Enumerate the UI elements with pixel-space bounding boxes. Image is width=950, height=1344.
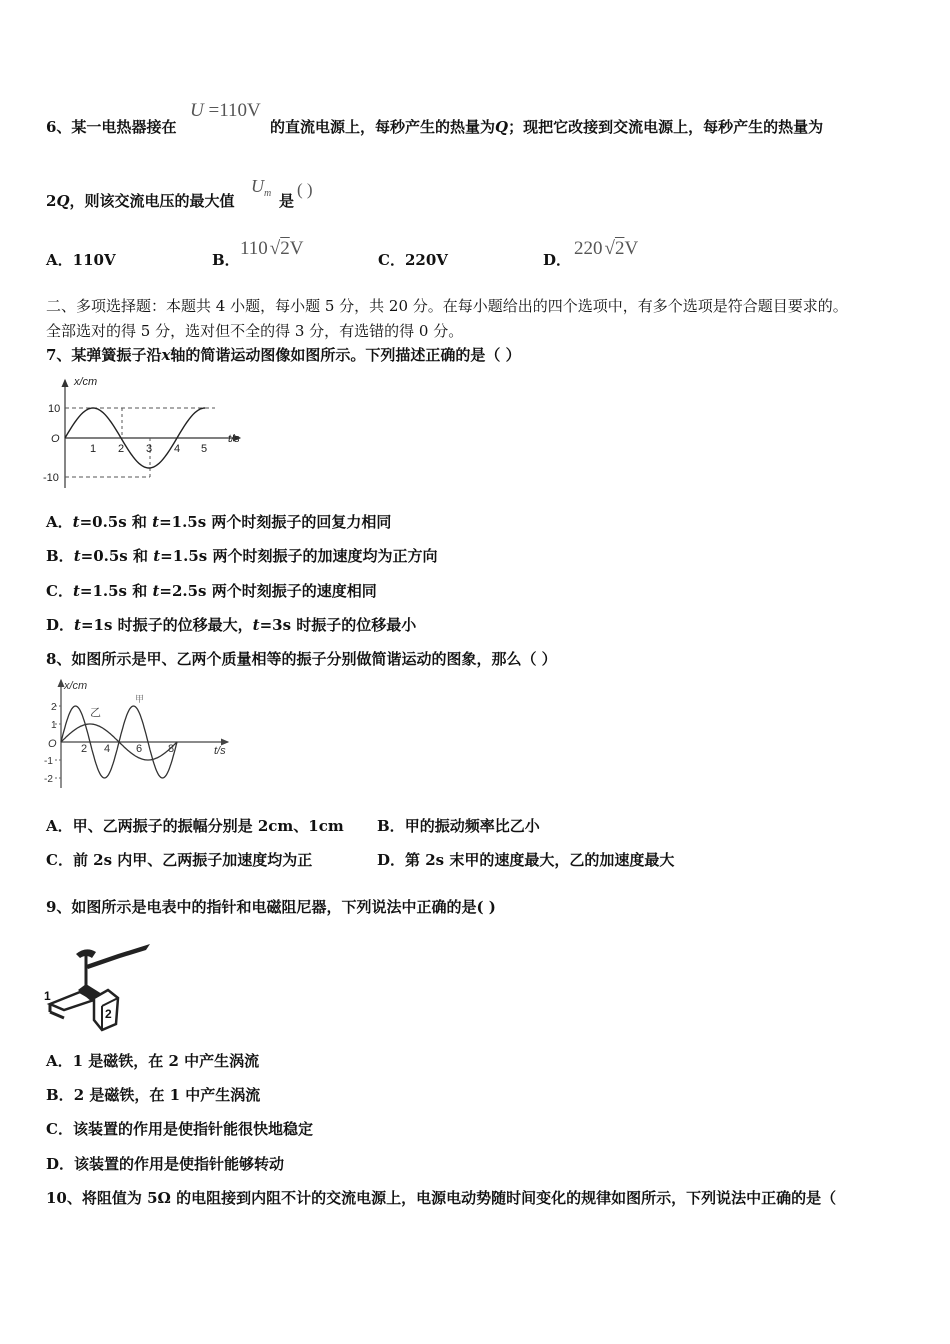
q8-option-b[interactable]: B．甲的振动频率比乙小 [377, 817, 540, 835]
q9-option-b[interactable]: B．2 是磁铁，在 1 中产生涡流 [46, 1086, 261, 1104]
q8-xtick-8: 8 [168, 743, 175, 755]
q8-ylabel: x/cm [64, 680, 88, 692]
q7-option-c[interactable]: C．t=1.5s 和 t=2.5s 两个时刻振子的速度相同 [46, 582, 377, 600]
q8-stem: 8、如图所示是甲、乙两个质量相等的振子分别做简谐运动的图象，那么（ ） [46, 650, 557, 668]
q8-xlabel: t/s [214, 745, 226, 757]
q8-option-c[interactable]: C．前 2s 内甲、乙两振子加速度均为正 [46, 851, 313, 869]
q7-ylabel: x/cm [74, 376, 98, 388]
q8-ytick-neg1: -1 [44, 756, 53, 767]
q6-option-b-value: 110 √2V [240, 238, 304, 259]
q6-um-symbol: $U_m$ [251, 176, 272, 199]
q7-option-b[interactable]: B．t=0.5s 和 t=1.5s 两个时刻振子的加速度均为正方向 [46, 547, 438, 565]
section2-line1: 二、多项选择题：本题共 4 小题，每小题 5 分，共 20 分。在每小题给出的四个选项中，有多个选项是符合题目要求的。 [46, 297, 848, 315]
q9-label-1: 1 [44, 989, 51, 1003]
q8-label-yi: 乙 [90, 707, 101, 719]
q8-xtick-2: 2 [81, 743, 88, 755]
q6-option-d-letter[interactable]: D． [543, 251, 572, 269]
q6-formula: U =110V [190, 100, 261, 121]
q7-graph [40, 372, 255, 492]
q7-option-a[interactable]: A．t=0.5s 和 t=1.5s 两个时刻振子的回复力相同 [46, 513, 392, 531]
q6-option-b-letter[interactable]: B． [212, 251, 240, 269]
q8-origin: O [48, 738, 57, 750]
q6-line2: 2Q，则该交流电压的最大值 [46, 192, 235, 210]
q7-xtick-4: 4 [174, 443, 181, 455]
q8-ytick-2: 2 [51, 702, 57, 713]
q7-stem: 7、某弹簧振子沿x轴的简谐运动图像如图所示。下列描述正确的是（ ） [46, 346, 521, 364]
q6-option-d-value: 220 √2V [574, 238, 639, 259]
q8-graph [42, 676, 232, 794]
q9-option-a[interactable]: A．1 是磁铁，在 2 中产生涡流 [46, 1052, 260, 1070]
q9-pointer [86, 944, 150, 969]
q7-xtick-2: 2 [118, 443, 125, 455]
q8-option-a[interactable]: A．甲、乙两振子的振幅分别是 2cm、1cm [46, 817, 344, 835]
q8-ytick-neg2: -2 [44, 774, 53, 785]
q8-xtick-4: 4 [104, 743, 111, 755]
q7-xtick-1: 1 [90, 443, 97, 455]
q6-text1: 的直流电源上，每秒产生的热量为Q；现把它改接到交流电源上，每秒产生的热量为 [270, 118, 824, 136]
q9-label-2: 2 [105, 1007, 112, 1021]
q9-figure-damper [42, 940, 157, 1035]
q8-xtick-6: 6 [136, 743, 143, 755]
section2-line2: 全部选对的得 5 分，选对但不全的得 3 分，有选错的得 0 分。 [46, 322, 464, 340]
q7-option-d[interactable]: D．t=1s 时振子的位移最大，t=3s 时振子的位移最小 [46, 616, 417, 634]
q7-xtick-3: 3 [146, 443, 153, 455]
q6-prefix: 6、某一电热器接在 [46, 118, 177, 136]
q6-paren: ( ) [297, 180, 313, 199]
q6-line2-shi: 是 [279, 192, 295, 210]
q9-option-d[interactable]: D．该装置的作用是使指针能够转动 [46, 1155, 285, 1173]
q6-option-c[interactable]: C．220V [378, 251, 448, 269]
q8-label-jia: 甲 [135, 694, 145, 704]
q7-ytick-neg10: -10 [43, 472, 59, 484]
q8-ytick-1: 1 [51, 720, 57, 731]
q7-xtick-5: 5 [201, 443, 208, 455]
q9-option-c[interactable]: C．该装置的作用是使指针能很快地稳定 [46, 1120, 313, 1138]
q6-option-a[interactable]: A．110V [46, 251, 116, 269]
q7-origin: O [51, 433, 60, 445]
q7-xlabel: t/s [228, 433, 240, 445]
q9-stem: 9、如图所示是电表中的指针和电磁阻尼器，下列说法中正确的是( ) [46, 898, 496, 916]
q8-option-d[interactable]: D．第 2s 末甲的速度最大，乙的加速度最大 [377, 851, 675, 869]
q7-ytick-10: 10 [48, 403, 61, 415]
q10-stem: 10、将阻值为 5Ω 的电阻接到内阻不计的交流电源上，电源电动势随时间变化的规律如图所示，下列说法中正确的是（ [46, 1189, 837, 1207]
